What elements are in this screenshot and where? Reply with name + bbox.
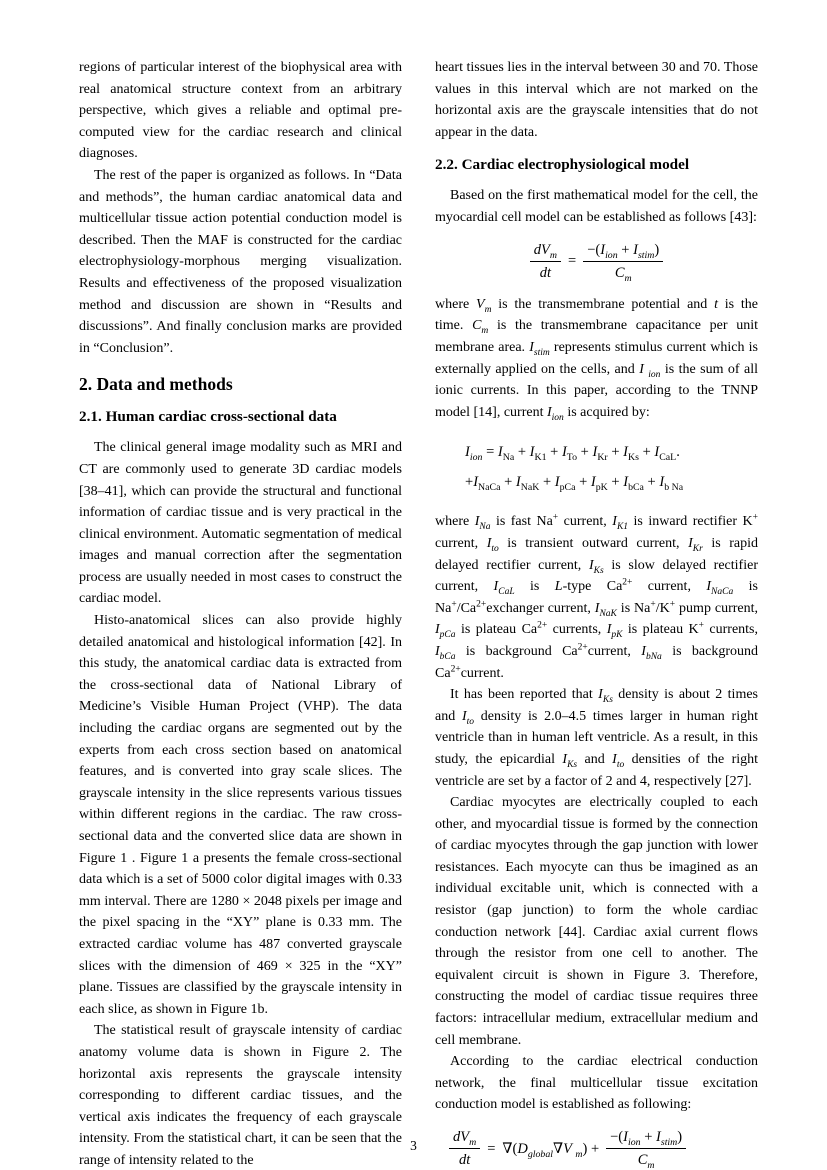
- fraction-denominator: $C_m$: [614, 264, 632, 284]
- equation-ionic-currents: [465, 437, 758, 497]
- fraction-denominator: dt: [539, 264, 552, 281]
- equation-cell-model: [435, 241, 758, 282]
- two-column-body: [79, 57, 758, 1170]
- paragraph: It has been reported that $I_{Ks}$ density is about 2 times and $I_{to}$ density is 2.0–4.5 times larger in human right ventricle than in human left ventricle. As a result, in this study, the epicardial $I_{Ks}$ and $I_{to}$ densities of the right ventricle are set by a factor of 2 and 4, respectively [27].: [435, 687, 759, 789]
- subsection-heading-cross-sectional-data: 2.1. Human cardiac cross-sectional data: [79, 408, 337, 426]
- paragraph: The rest of the paper is organized as follows. In “Data and methods”, the human cardiac anatomical data and multicellular tissue action potential conduction model is described. Then the MAF is constructed for the cardiac electrophysiology-morphous merging visualization. Results and effectiveness of the proposed visualization method and discussion are shown in “Results and discussions”. And finally conclusion marks are provided in “Conclusion”.: [79, 167, 402, 356]
- paragraph: regions of particular interest of the biophysical area with real anatomical structure context from an arbitrary perspective, which gives a reliable and optimal pre-computed view for the cardiac research and clinical diagnoses.: [79, 60, 402, 162]
- fraction-numerator: $-(I_{ion} + I_{stim})$: [606, 1128, 686, 1149]
- section-heading-data-and-methods: 2. Data and methods: [79, 374, 233, 395]
- fraction: [530, 241, 561, 282]
- fraction-numerator: $-(I_{ion} + I_{stim})$: [583, 241, 663, 262]
- paragraph: The statistical result of grayscale intensity of cardiac anatomy volume data is shown in Figure 2. The horizontal axis represents the grayscale intensity corresponding to different cardiac tissues, and the vertical axis indicates the frequency of each grayscale intensity. From the statistical chart, it can be seen that the range of intensity related to the: [79, 1023, 402, 1168]
- fraction-denominator: dt: [458, 1152, 471, 1169]
- equation-middle-term: $\nabla(D_{global}\nabla V$ $_m$) +: [502, 1140, 600, 1160]
- paragraph: The clinical general image modality such as MRI and CT are commonly used to generate 3D cardiac models [38–41], which can provide the structural and functional information of cardiac tissue and is very practical in the clinical environment. Automatic segmentation of medical images and manual correction after the segmentation process are usually needed in most cases to construct the cardiac model.: [79, 440, 402, 607]
- right-column: [435, 57, 758, 1170]
- paragraph: According to the cardiac electrical conduction network, the final multicellular tissue excitation conduction model is established as following:: [435, 1054, 758, 1113]
- fraction-numerator: $dV_m$: [530, 241, 561, 262]
- fraction-numerator: $dV_m$: [449, 1128, 480, 1149]
- paragraph: Based on the first mathematical model for the cell, the myocardial cell model can be established as follows [43]:: [435, 188, 758, 225]
- paragraph: where $I_{Na}$ is fast Na+ current, $I_{K1}$ is inward rectifier K+ current, $I_{to}$ is transient outward current, $I_{Kr}$ is rapid delayed rectifier current, $I_{Ks}$ is slow delayed rectifier current, $I_{CaL}$ is L-type $Ca^{2+}$ current, $I_{NaCa}$ is $Na^+/Ca^{2+}exchanger$ current, $I_{NaK}$ is Na+/K+ pump current, $I_{pCa}$ is plateau $Ca^{2+}$ currents, $I_{pK}$ is plateau K+ currents, $I_{bCa}$ is background $Ca^{2+}current$, $I_{bNa}$ is background $Ca^{2+}current$.: [435, 512, 758, 681]
- paragraph: heart tissues lies in the interval between 30 and 70. Those values in this interval which are not marked on the horizontal axis are the grayscale intensities that do not appear in the data.: [435, 60, 758, 140]
- fraction: [583, 241, 663, 282]
- paragraph: where $V_m$ is the transmembrane potential and t is the time. $C_m$ is the transmembrane capacitance per unit membrane area. $I_{stim}$ represents stimulus current which is externally applied on the cells, and I $_{ion}$ is the sum of all ionic currents. In this paper, according to the TNNP model [14], current $I_{ion}$ is acquired by:: [435, 296, 758, 423]
- equation-line: $I_{ion} = I_{Na} + I_{K1} + I_{To} + I_{Kr} + I_{Ks} + I_{CaL}$.: [465, 444, 680, 464]
- page-number: 3: [410, 1138, 417, 1153]
- equation-line: $+I_{NaCa} + I_{NaK} + I_{pCa} + I_{pK} + I_{bCa} + I_{b Na}$: [465, 474, 684, 494]
- paragraph: Histo-anatomical slices can also provide highly detailed anatomical and histological information [42]. In this study, the anatomical cardiac data is extracted from the cross-sectional data of National Library of Medicine’s Visible Human Project (VHP). The data including the cardiac organs are segmented out by the experts from each cross section based on anatomical features, and is converted into gray scale slices. The grayscale intensity in the slice represents various tissues within different regions in the cardiac. The raw cross-sectional data and the converted slice data are shown in Figure 1 . Figure 1 a presents the female cross-sectional data which is a set of 5000 color digital images with 0.33 mm interval. There are 1280 × 2048 pixels per image and the pixel spacing in the “XY” plane is 0.33 mm. The extracted cardiac volume has 487 converted grayscale slices with the dimension of 469 × 325 in the “XY” plane. Tissues are classified by the grayscale intensity in each slice, as shown in Figure 1b.: [79, 613, 402, 1017]
- subsection-heading-electrophysiological-model: 2.2. Cardiac electrophysiological model: [435, 156, 690, 174]
- left-column: [79, 57, 402, 1170]
- fraction-denominator: $C_m$: [637, 1152, 655, 1170]
- equals-sign: =: [568, 253, 577, 270]
- paragraph: Cardiac myocytes are electrically coupled to each other, and myocardial tissue is formed by the connection of cardiac myocytes through the gap junction with lower resistances. Each myocyte can thus be imagined as an individual excitable unit, which is connected with a resistor (gap junction) to form the whole cardiac conduction network [44]. Cardiac axial current flows through the resistor from one cell to another. The equivalent circuit is shown in Figure 3. Therefore, constructing the model of cardiac tissue requires three factors: intracellular medium, extracellular medium and cell membrane.: [435, 795, 758, 1048]
- equals-sign: =: [487, 1140, 496, 1157]
